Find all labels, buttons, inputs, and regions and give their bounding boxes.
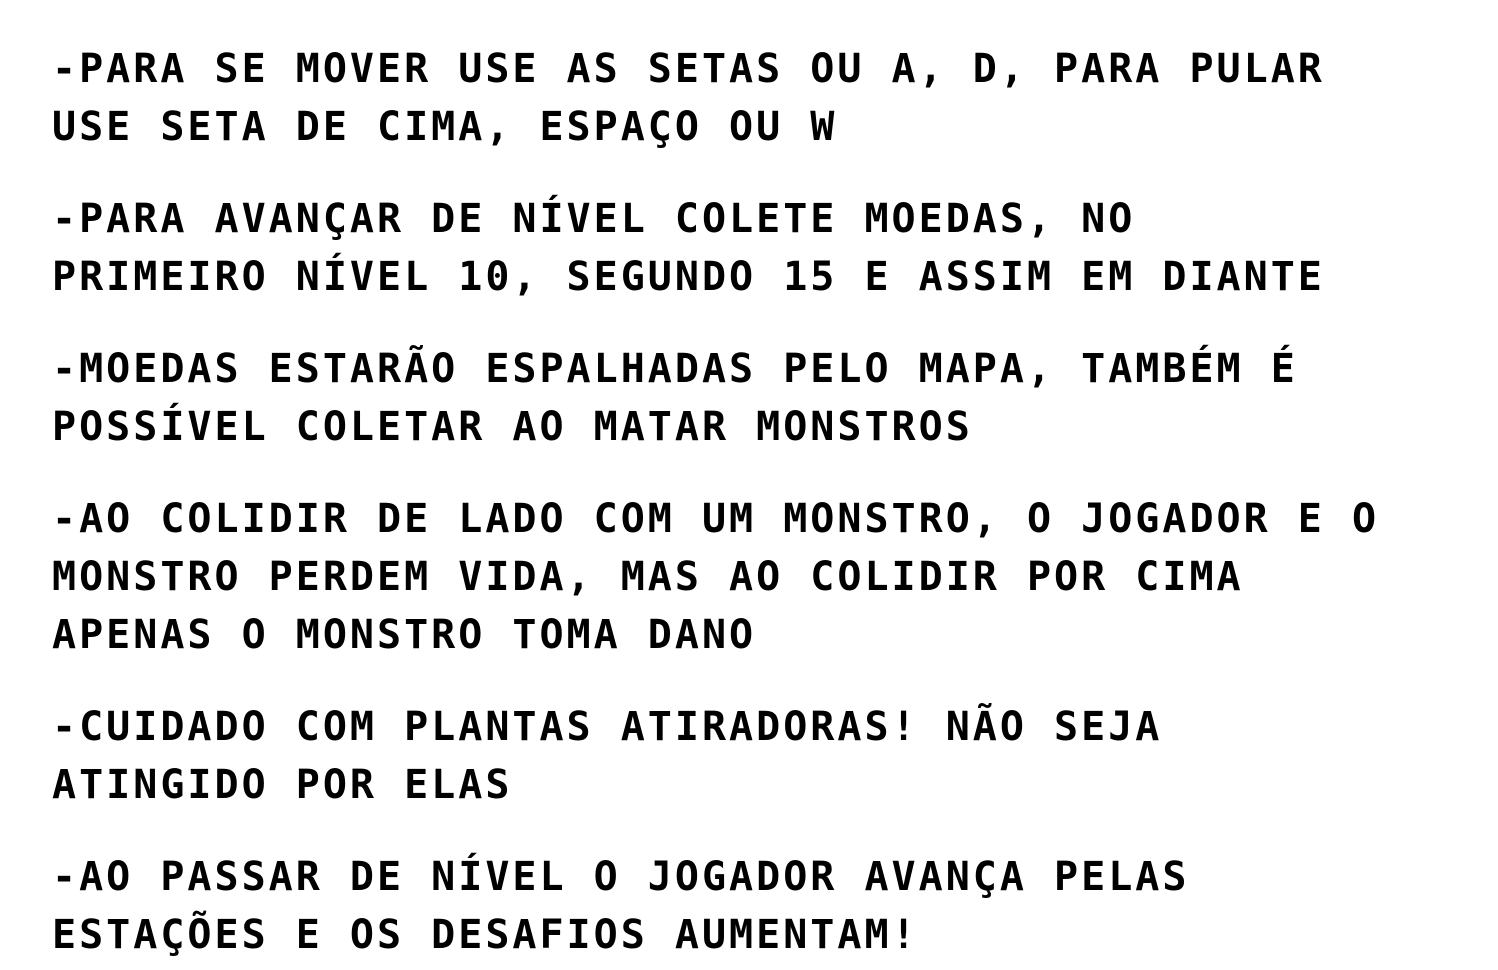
instruction-line: APENAS O MONSTRO TOMA DANO xyxy=(52,612,757,658)
instruction-line: -PARA AVANÇAR DE NÍVEL COLETE MOEDAS, NO xyxy=(52,196,1136,242)
instruction-line: POSSÍVEL COLETAR AO MATAR MONSTROS xyxy=(52,404,973,450)
instruction-line: -PARA SE MOVER USE AS SETAS OU A, D, PARA PULAR xyxy=(52,46,1325,92)
instruction-line: -CUIDADO COM PLANTAS ATIRADORAS! NÃO SEJA xyxy=(52,704,1163,750)
instruction-movement xyxy=(52,40,1478,156)
instruction-line: MONSTRO PERDEM VIDA, MAS AO COLIDIR POR CIMA xyxy=(52,554,1244,600)
instruction-shooter-plants xyxy=(52,698,1478,814)
instruction-coins-map xyxy=(52,340,1478,456)
instruction-line: -AO COLIDIR DE LADO COM UM MONSTRO, O JOGADOR E O xyxy=(52,496,1380,542)
instruction-line: ESTAÇÕES E OS DESAFIOS AUMENTAM! xyxy=(52,912,919,958)
instruction-seasons xyxy=(52,848,1478,964)
instruction-level-coins xyxy=(52,190,1478,306)
instruction-line: -AO PASSAR DE NÍVEL O JOGADOR AVANÇA PELAS xyxy=(52,854,1190,900)
instruction-line: PRIMEIRO NÍVEL 10, SEGUNDO 15 E ASSIM EM DIANTE xyxy=(52,254,1325,300)
instruction-monster-collision xyxy=(52,490,1478,664)
instruction-line: -MOEDAS ESTARÃO ESPALHADAS PELO MAPA, TAMBÉM É xyxy=(52,346,1298,392)
instruction-line: USE SETA DE CIMA, ESPAÇO OU W xyxy=(52,104,838,150)
instruction-line: ATINGIDO POR ELAS xyxy=(52,762,513,808)
